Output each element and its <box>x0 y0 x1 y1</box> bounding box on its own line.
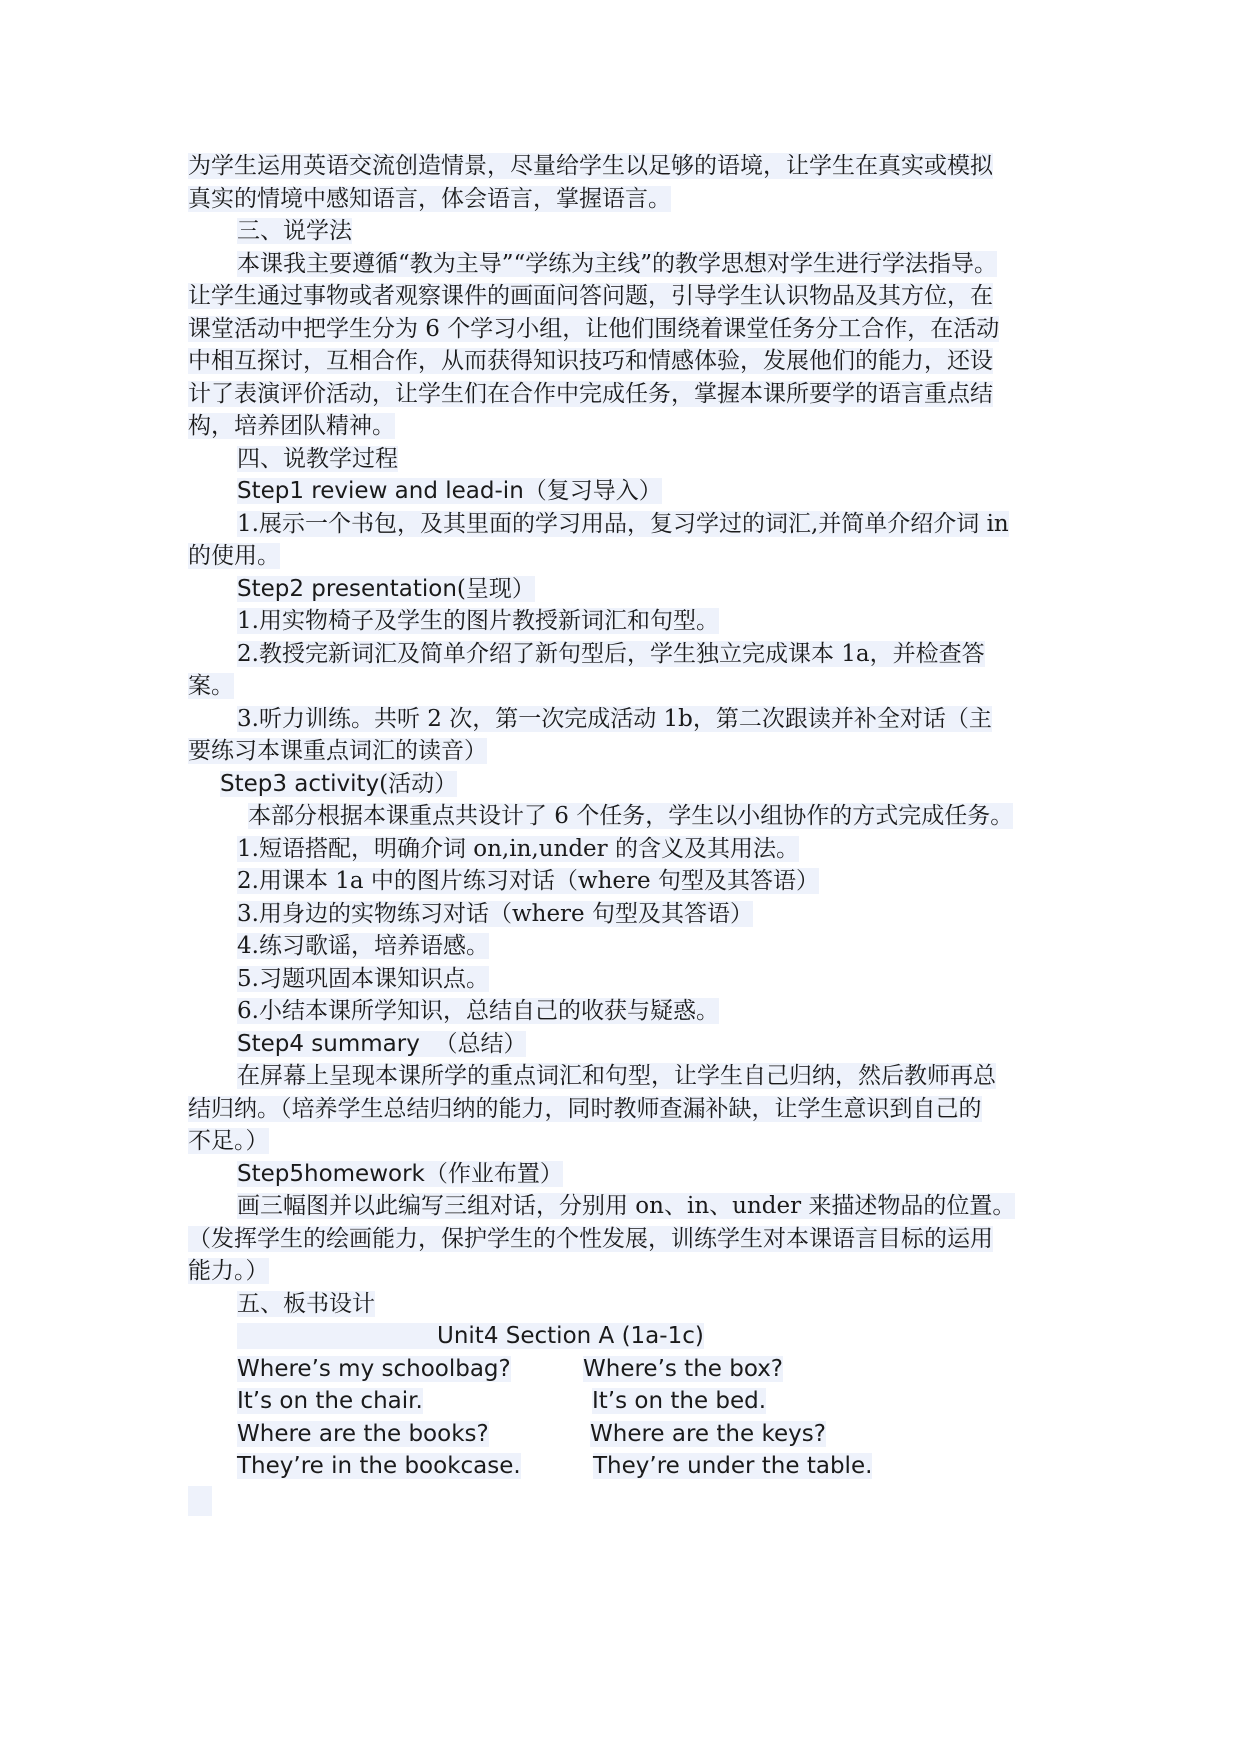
paragraph-line: 课堂活动中把学生分为 6 个学习小组，让他们围绕着课堂任务分工合作，在活动 <box>188 315 1000 342</box>
step4-text: 在屏幕上呈现本课所学的重点词汇和句型，让学生自己归纳，然后教师再总 <box>237 1063 996 1089</box>
step1-item: 1.展示一个书包，及其里面的学习用品，复习学过的词汇,并简单介绍介词 in <box>237 510 1009 537</box>
board-row: Where are the books? Where are the keys? <box>237 1420 826 1447</box>
step2-heading: Step2 presentation(呈现） <box>237 575 535 602</box>
step3-heading: Step3 activity(活动） <box>220 770 458 797</box>
paragraph-line: 计了表演评价活动，让学生们在合作中完成任务，掌握本课所要学的语言重点结 <box>188 380 993 407</box>
paragraph-line: 让学生通过事物或者观察课件的画面问答问题，引导学生认识物品及其方位，在 <box>188 283 993 309</box>
step1-heading: Step1 review and lead-in（复习导入） <box>237 478 662 504</box>
step4-heading: Step4 summary （总结） <box>237 1030 527 1057</box>
step4-text: 结归纳。（培养学生总结归纳的能力，同时教师查漏补缺，让学生意识到自己的 <box>188 1095 982 1122</box>
step3-item: 1.短语搭配，明确介词 on,in,under 的含义及其用法。 <box>237 835 799 862</box>
board-row: They’re in the bookcase. They’re under the table. <box>237 1453 873 1479</box>
step5-heading: Step5homework（作业布置） <box>237 1160 563 1187</box>
section-heading-3: 三、说学法 <box>237 218 352 244</box>
step3-item: 3.用身边的实物练习对话（where 句型及其答语） <box>237 900 753 927</box>
paragraph-line: 本课我主要遵循“教为主导”“学练为主线”的教学思想对学生进行学法指导。 <box>237 250 998 277</box>
section-heading-4: 四、说教学过程 <box>237 445 398 472</box>
step3-item: 5.习题巩固本课知识点。 <box>237 965 489 992</box>
board-title: Unit4 Section A (1a-1c) <box>188 1320 1088 1353</box>
paragraph-line: 为学生运用英语交流创造情景，尽量给学生以足够的语境，让学生在真实或模拟 <box>188 153 993 179</box>
step2-item: 案。 <box>188 673 234 699</box>
step2-item: 1.用实物椅子及学生的图片教授新词汇和句型。 <box>237 608 719 634</box>
step1-item: 的使用。 <box>188 543 280 569</box>
empty-paragraph-marker <box>188 1486 212 1516</box>
paragraph-line: 中相互探讨，互相合作，从而获得知识技巧和情感体验，发展他们的能力，还设 <box>188 348 993 374</box>
step5-text: （发挥学生的绘画能力，保护学生的个性发展，训练学生对本课语言目标的运用 <box>188 1225 993 1252</box>
paragraph-line: 真实的情境中感知语言，体会语言，掌握语言。 <box>188 185 671 212</box>
paragraph-line: 构，培养团队精神。 <box>188 413 395 439</box>
step2-item: 3.听力训练。共听 2 次，第一次完成活动 1b，第二次跟读并补全对话（主 <box>237 705 992 732</box>
step3-intro: 本部分根据本课重点共设计了 6 个任务，学生以小组协作的方式完成任务。 <box>248 803 1014 829</box>
step3-item: 4.练习歌谣，培养语感。 <box>237 933 489 959</box>
step5-text: 能力。） <box>188 1258 269 1284</box>
step4-text: 不足。） <box>188 1128 269 1154</box>
step2-item: 2.教授完新词汇及简单介绍了新句型后，学生独立完成课本 1a，并检查答 <box>237 640 985 667</box>
section-heading-5: 五、板书设计 <box>237 1290 375 1317</box>
board-row: It’s on the chair. It’s on the bed. <box>237 1388 767 1414</box>
step5-text: 画三幅图并以此编写三组对话，分别用 on、in、under 来描述物品的位置。 <box>237 1193 1016 1219</box>
step3-item: 6.小结本课所学知识，总结自己的收获与疑惑。 <box>237 998 719 1024</box>
board-row: Where’s my schoolbag? Where’s the box? <box>237 1355 784 1382</box>
step2-item: 要练习本课重点词汇的读音） <box>188 738 487 764</box>
step3-item: 2.用课本 1a 中的图片练习对话（where 句型及其答语） <box>237 868 819 894</box>
document-page <box>188 150 1088 1483</box>
